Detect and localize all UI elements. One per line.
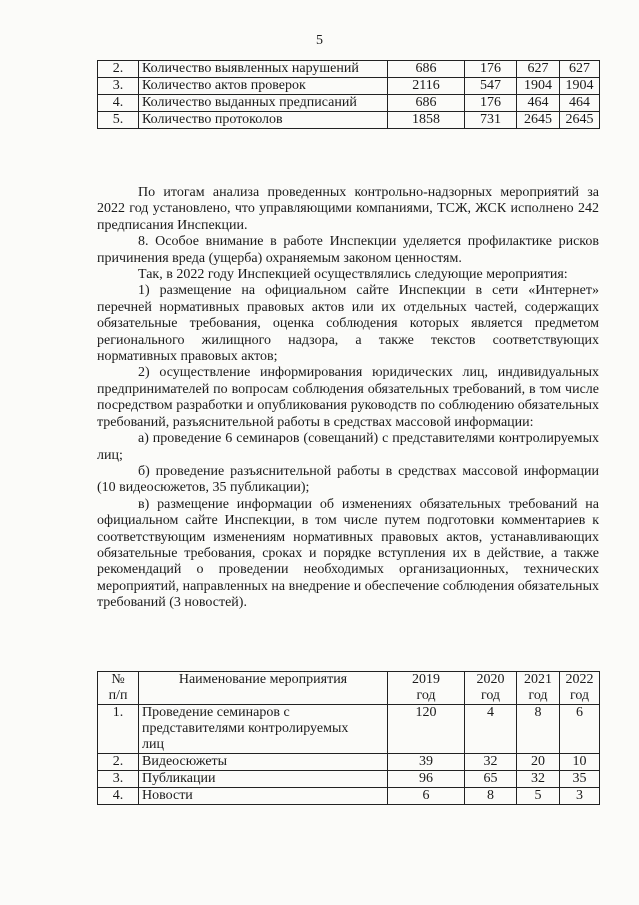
value-2020: 4 (465, 705, 517, 754)
header-2019-unit: год (416, 688, 436, 703)
inspections-table (97, 60, 600, 129)
value-2022: 2645 (560, 112, 600, 129)
table-row (98, 61, 600, 78)
value-2020: 65 (465, 771, 517, 788)
row-number: 4. (98, 788, 139, 805)
value-2019: 39 (388, 754, 465, 771)
table-row (98, 771, 600, 788)
row-name: Количество выданных предписаний (139, 95, 388, 112)
value-2019: 686 (388, 61, 465, 78)
page-number: 5 (316, 33, 323, 48)
prevention-measures-table (97, 671, 600, 805)
row-number: 2. (98, 754, 139, 771)
value-2021: 20 (517, 754, 560, 771)
paragraph: По итогам анализа проведенных контрольно-надзорных мероприятий за 2022 год установлено, что управляющими компаниями, ТСЖ, ЖСК исполнено 242 предписания Инспекции. (97, 185, 599, 233)
value-2021: 1904 (517, 78, 560, 95)
paragraph: 1) размещение на официальном сайте Инспекции в сети «Интернет» перечней нормативных правовых актов или их отдельных частей, содержащих обязательные требования, оценка соблюдения которых является предметом регионального жилищного надзора, а также текстов соответствующих нормативных правовых актов; (97, 283, 599, 365)
row-name: Количество выявленных нарушений (139, 61, 388, 78)
table-row (98, 788, 600, 805)
paragraph: в) размещение информации об изменениях обязательных требований на официальном сайте Инспекции, в том числе путем подготовки комментариев к соответствующим изменениям нормативных правовых актов, устанавливающих обязательные требования, сроках и порядке вступления их в действие, а также рекомендаций о проведении необходимых организационных, технических мероприятий, направленных на внедрение и обеспечение соблюдения обязательных требований (3 новостей). (97, 496, 599, 611)
row-number: 5. (98, 112, 139, 129)
body-text (97, 185, 599, 612)
value-2021: 8 (517, 705, 560, 754)
value-2020: 32 (465, 754, 517, 771)
table-row (98, 78, 600, 95)
header-2022-unit: год (569, 688, 590, 703)
value-2021: 627 (517, 61, 560, 78)
row-name: Количество протоколов (139, 112, 388, 129)
value-2021: 32 (517, 771, 560, 788)
table-row (98, 705, 600, 754)
header-2019 (388, 672, 465, 705)
header-2021-year: 2021 (524, 672, 552, 687)
row-name-text: Проведение семинаров с представителями контролируемых лиц (142, 705, 349, 752)
row-name (139, 705, 388, 754)
value-2020: 731 (465, 112, 517, 129)
header-2020 (465, 672, 517, 705)
table-row (98, 112, 600, 129)
header-2020-unit: год (480, 688, 501, 703)
value-2022: 10 (560, 754, 600, 771)
value-2022: 464 (560, 95, 600, 112)
value-2019: 96 (388, 771, 465, 788)
value-2020: 176 (465, 95, 517, 112)
value-2022: 627 (560, 61, 600, 78)
row-number: 3. (98, 78, 139, 95)
value-2021: 2645 (517, 112, 560, 129)
header-2020-year: 2020 (476, 672, 505, 687)
row-name: Количество актов проверок (139, 78, 388, 95)
row-number: 4. (98, 95, 139, 112)
row-number: 2. (98, 61, 139, 78)
value-2019: 6 (388, 788, 465, 805)
value-2022: 1904 (560, 78, 600, 95)
value-2022: 6 (560, 705, 600, 754)
value-2019: 686 (388, 95, 465, 112)
paragraph: а) проведение 6 семинаров (совещаний) с представителями контролируемых лиц; (97, 431, 599, 463)
header-number-line1: № (111, 672, 125, 687)
paragraph: 2) осуществление информирования юридических лиц, индивидуальных предпринимателей по вопросам соблюдения обязательных требований, в том числе посредством разработки и опубликования руководств по соблюдению обязательных требований, разъяснительной работы в средствах массовой информации: (97, 365, 599, 430)
header-number-line2: п/п (108, 688, 128, 703)
table-header-row (98, 672, 600, 705)
value-2020: 176 (465, 61, 517, 78)
paragraph: Так, в 2022 году Инспекцией осуществлялись следующие мероприятия: (138, 267, 568, 283)
header-name: Наименование мероприятия (139, 672, 388, 705)
value-2021: 5 (517, 788, 560, 805)
value-2020: 547 (465, 78, 517, 95)
value-2022: 35 (560, 771, 600, 788)
row-name: Публикации (139, 771, 388, 788)
header-2021-unit: год (528, 688, 548, 703)
row-number: 3. (98, 771, 139, 788)
value-2020: 8 (465, 788, 517, 805)
row-name: Новости (139, 788, 388, 805)
value-2019: 1858 (388, 112, 465, 129)
header-number (98, 672, 139, 705)
header-2022-year: 2022 (565, 672, 594, 687)
table-row (98, 95, 600, 112)
value-2019: 120 (388, 705, 465, 754)
table-row (98, 754, 600, 771)
header-2022 (560, 672, 600, 705)
value-2021: 464 (517, 95, 560, 112)
row-name: Видеосюжеты (139, 754, 388, 771)
header-2021 (517, 672, 560, 705)
paragraph: б) проведение разъяснительной работы в средствах массовой информации (10 видеосюжетов, 35 публикации); (97, 463, 599, 496)
row-number: 1. (98, 705, 139, 754)
header-2019-year: 2019 (412, 672, 440, 687)
value-2022: 3 (560, 788, 600, 805)
paragraph: 8. Особое внимание в работе Инспекции уделяется профилактике рисков причинения вреда (ущерба) охраняемым законом ценностям. (97, 234, 599, 266)
value-2019: 2116 (388, 78, 465, 95)
